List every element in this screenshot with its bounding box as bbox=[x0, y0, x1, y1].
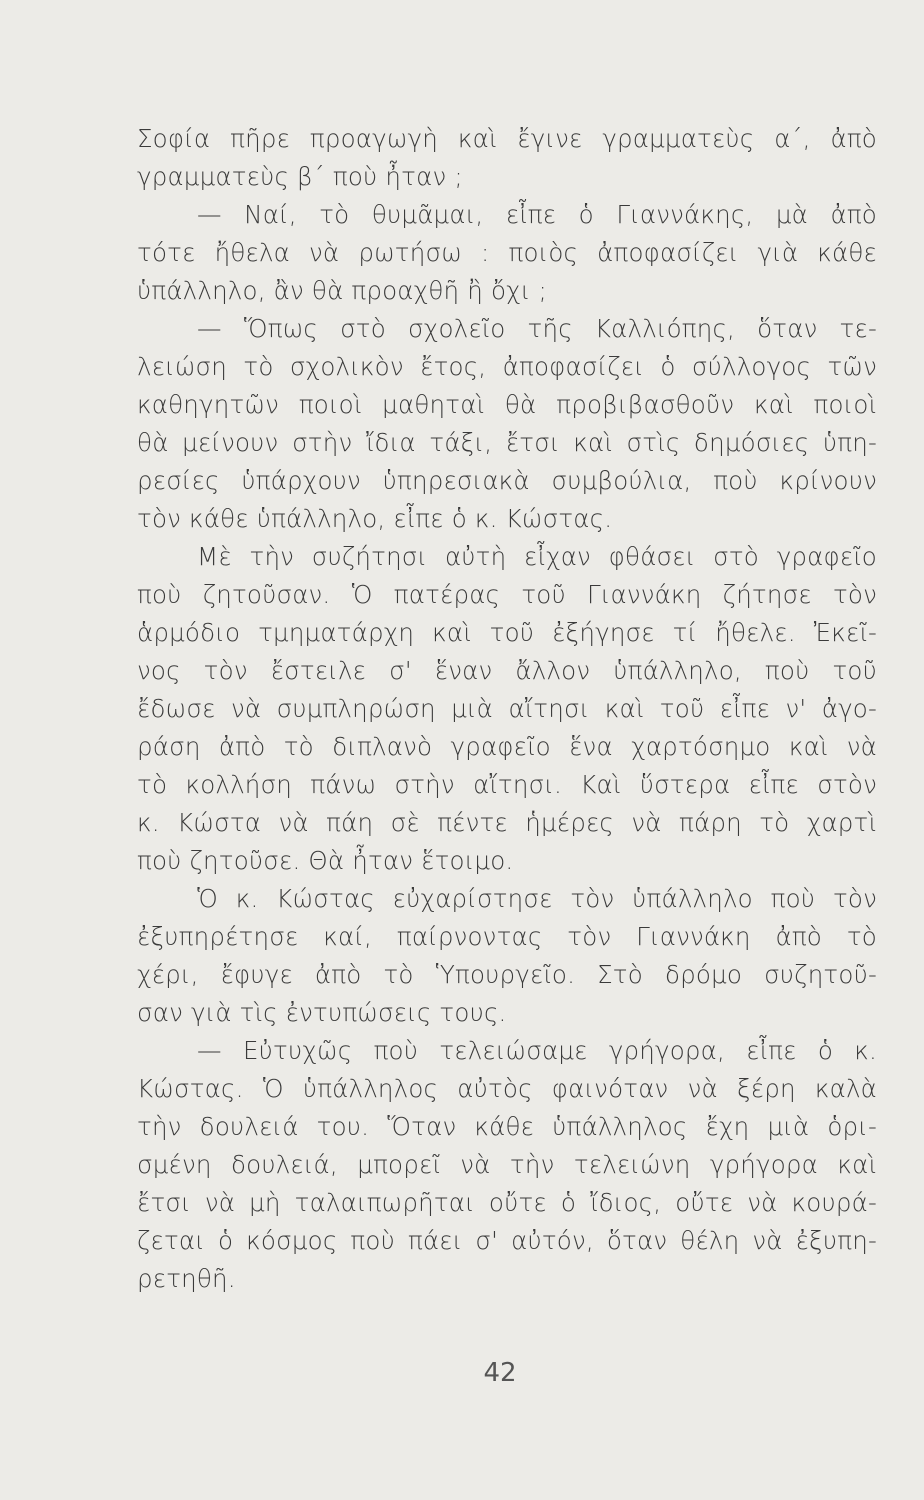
text-line: τὴν δουλειά του. Ὅταν κάθε ὑπάλληλος ἔχη μιὰ ὁρι- bbox=[137, 1112, 877, 1141]
text-line: σαν γιὰ τὶς ἐντυπώσεις τους. bbox=[137, 998, 507, 1027]
text-line: — Ὅπως στὸ σχολεῖο τῆς Καλλιόπης, ὅταν τε- bbox=[197, 314, 877, 343]
body-text bbox=[137, 120, 877, 1298]
text-line: Κώστας. Ὁ ὑπάλληλος αὐτὸς φαινόταν νὰ ξέρη καλὰ bbox=[137, 1074, 877, 1103]
text-line: Ὁ κ. Κώστας εὐχαρίστησε τὸν ὑπάλληλο ποὺ τὸν bbox=[197, 884, 877, 913]
text-line: γραμματεὺς β΄ ποὺ ἦταν ; bbox=[137, 162, 463, 191]
text-line: λειώση τὸ σχολικὸν ἔτος, ἀποφασίζει ὁ σύλλογος τῶν bbox=[137, 352, 877, 381]
text-line: ὑπάλληλο, ἂν θὰ προαχθῆ ἢ ὄχι ; bbox=[137, 276, 547, 305]
text-line: Σοφία πῆρε προαγωγὴ καὶ ἔγινε γραμματεὺς α΄, ἀπὸ bbox=[137, 124, 877, 153]
text-line: νος τὸν ἔστειλε σ' ἕναν ἄλλον ὑπάλληλο, ποὺ τοῦ bbox=[137, 656, 877, 685]
text-line: χέρι, ἔφυγε ἀπὸ τὸ Ὑπουργεῖο. Στὸ δρόμο συζητοῦ- bbox=[137, 960, 877, 989]
text-line: τὸν κάθε ὑπάλληλο, εἶπε ὁ κ. Κώστας. bbox=[137, 504, 613, 533]
text-line: ρετηθῆ. bbox=[137, 1264, 236, 1293]
text-line: ποὺ ζητοῦσαν. Ὁ πατέρας τοῦ Γιαννάκη ζήτησε τὸν bbox=[137, 580, 877, 609]
text-line: ἐξυπηρέτησε καί, παίρνοντας τὸν Γιαννάκη ἀπὸ τὸ bbox=[137, 922, 877, 951]
text-line: — Εὐτυχῶς ποὺ τελειώσαμε γρήγορα, εἶπε ὁ κ. bbox=[197, 1036, 877, 1065]
text-line: ράση ἀπὸ τὸ διπλανὸ γραφεῖο ἕνα χαρτόσημο καὶ νὰ bbox=[137, 732, 877, 761]
text-line: ἁρμόδιο τμηματάρχη καὶ τοῦ ἐξήγησε τί ἤθελε. Ἐκεῖ- bbox=[137, 618, 877, 647]
text-line: ἔδωσε νὰ συμπληρώση μιὰ αἴτησι καὶ τοῦ εἶπε ν' ἀγο- bbox=[137, 694, 877, 723]
text-line: ποὺ ζητοῦσε. Θὰ ἦταν ἕτοιμο. bbox=[137, 846, 514, 875]
text-line: ρεσίες ὑπάρχουν ὑπηρεσιακὰ συμβούλια, ποὺ κρίνουν bbox=[137, 466, 877, 495]
text-line: τὸ κολλήση πάνω στὴν αἴτησι. Καὶ ὕστερα εἶπε στὸν bbox=[137, 770, 877, 799]
text-line: σμένη δουλειά, μπορεῖ νὰ τὴν τελειώνη γρήγορα καὶ bbox=[137, 1150, 877, 1179]
text-line: Μὲ τὴν συζήτησι αὐτὴ εἶχαν φθάσει στὸ γραφεῖο bbox=[197, 542, 877, 571]
text-line: τότε ἤθελα νὰ ρωτήσω : ποιὸς ἀποφασίζει γιὰ κάθε bbox=[137, 238, 877, 267]
text-line: — Ναί, τὸ θυμᾶμαι, εἶπε ὁ Γιαννάκης, μὰ ἀπὸ bbox=[197, 200, 877, 229]
text-line: ζεται ὁ κόσμος ποὺ πάει σ' αὐτόν, ὅταν θέλη νὰ ἐξυπη- bbox=[137, 1226, 877, 1255]
text-line: καθηγητῶν ποιοὶ μαθηταὶ θὰ προβιβασθοῦν καὶ ποιοὶ bbox=[137, 390, 877, 419]
page-number: 42 bbox=[483, 1358, 517, 1388]
text-line: θὰ μείνουν στὴν ἴδια τάξι, ἔτσι καὶ στὶς δημόσιες ὑπη- bbox=[137, 428, 877, 457]
text-line: κ. Κώστα νὰ πάη σὲ πέντε ἡμέρες νὰ πάρη τὸ χαρτὶ bbox=[137, 808, 877, 837]
text-line: ἔτσι νὰ μὴ ταλαιπωρῆται οὔτε ὁ ἴδιος, οὔτε νὰ κουρά- bbox=[137, 1188, 877, 1217]
